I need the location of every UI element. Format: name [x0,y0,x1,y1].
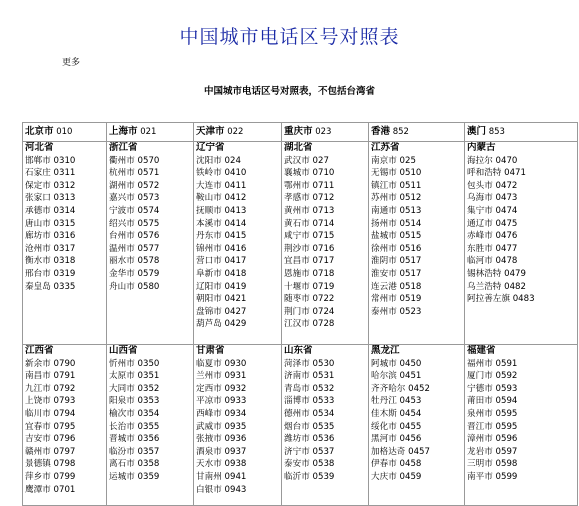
city-code-entry: 淄博市 0533 [284,396,335,407]
province-cell [107,142,194,345]
city-code-entry: 平凉市 0933 [196,396,247,407]
city-code-entry: 临汾市 0357 [109,446,160,457]
city-code-entry: 镇江市 0511 [371,180,422,191]
city-code-entry: 大庆市 0459 [371,471,422,482]
city-code-entry: 临夏市 0930 [196,358,247,369]
city-code-entry: 南昌市 0791 [25,371,76,382]
municipality-cell [282,123,369,142]
city-code-entry: 乌兰浩特 0482 [467,281,526,292]
city-code-entry: 西峰市 0934 [196,408,247,419]
city-code-entry: 邯郸市 0310 [25,155,76,166]
municipality-cell [107,123,194,142]
city-code-entry: 酒泉市 0937 [196,446,247,457]
city-code-entry: 乌海市 0473 [467,193,518,204]
city-code-entry: 龙岩市 0597 [467,446,518,457]
city-code-entry: 恩施市 0718 [284,268,335,279]
city-code-entry: 张家口 0313 [25,193,76,204]
city-code-entry: 白银市 0943 [196,484,247,495]
city-code-entry: 南通市 0513 [371,205,422,216]
city-code-entry: 定西市 0932 [196,383,247,394]
municipality-name: 北京市 [25,126,54,137]
province-cell [23,142,107,345]
province-name: 浙江省 [109,142,138,153]
city-code-entry: 菏泽市 0530 [284,358,335,369]
city-code-entry: 上饶市 0793 [25,396,76,407]
city-code-entry: 德州市 0534 [284,408,335,419]
city-code-entry: 丽水市 0578 [109,256,160,267]
city-code-entry: 无锡市 0510 [371,168,422,179]
city-code-entry: 景德镇 0798 [25,459,76,470]
city-code-entry: 漳州市 0596 [467,434,518,445]
municipality-cell [194,123,282,142]
city-code-entry: 保定市 0312 [25,180,76,191]
city-code-entry: 石家庄 0311 [25,168,76,179]
city-code-entry: 长治市 0355 [109,421,160,432]
province-name: 福建省 [467,345,496,356]
page-title: 中国城市电话区号对照表 [179,26,400,48]
city-code-entry: 襄城市 0710 [284,168,335,179]
city-code-entry: 连云港 0518 [371,281,422,292]
province-name: 河北省 [25,142,54,153]
municipality-code: 010 [56,127,73,137]
city-code-entry: 阿拉善左旗 0483 [467,294,535,305]
municipality-cell [23,123,107,142]
city-code-entry: 常州市 0519 [371,294,422,305]
city-code-entry: 晋江市 0595 [467,421,518,432]
city-code-entry: 营口市 0417 [196,256,247,267]
city-code-entry: 廊坊市 0316 [25,231,76,242]
municipality-code: 022 [227,127,244,137]
city-code-entry: 泰安市 0538 [284,459,335,470]
city-code-entry: 佳木斯 0454 [371,408,422,419]
city-code-entry: 大同市 0352 [109,383,160,394]
city-code-entry: 嘉兴市 0573 [109,193,160,204]
municipality-row [23,123,578,142]
city-code-entry: 江汉市 0728 [284,319,335,330]
city-code-entry: 黑河市 0456 [371,434,422,445]
city-code-entry: 集宁市 0474 [467,205,518,216]
city-code-entry: 三明市 0598 [467,459,518,470]
city-code-entry: 锦州市 0416 [196,243,247,254]
city-code-entry: 张掖市 0936 [196,434,247,445]
city-code-entry: 临河市 0478 [467,256,518,267]
municipality-cell [465,123,578,142]
city-code-entry: 泰州市 0523 [371,306,422,317]
city-code-entry: 淮安市 0517 [371,268,422,279]
province-row-2 [23,345,578,506]
city-code-entry: 牡丹江 0453 [371,396,422,407]
city-code-entry: 兰州市 0931 [196,371,247,382]
city-code-entry: 盘锦市 0427 [196,306,247,317]
city-code-entry: 甘南州 0941 [196,471,247,482]
province-name: 江苏省 [371,142,400,153]
city-code-entry: 潍坊市 0536 [284,434,335,445]
city-code-entry: 辽阳市 0419 [196,281,247,292]
city-code-entry: 锡林浩特 0479 [467,268,526,279]
city-code-entry: 铁岭市 0410 [196,168,247,179]
province-row-1 [23,142,578,345]
city-code-entry: 阿城市 0450 [371,358,422,369]
city-code-entry: 宁波市 0574 [109,205,160,216]
city-code-entry: 青岛市 0532 [284,383,335,394]
city-code-entry: 萍乡市 0799 [25,471,76,482]
city-code-entry: 莆田市 0594 [467,396,518,407]
city-code-entry: 伊春市 0458 [371,459,422,470]
city-code-entry: 南平市 0599 [467,471,518,482]
city-code-entry: 烟台市 0535 [284,421,335,432]
city-code-entry: 泉州市 0595 [467,408,518,419]
city-code-entry: 台州市 0576 [109,231,160,242]
municipality-code: 852 [392,127,409,137]
city-code-entry: 榆次市 0354 [109,408,160,419]
province-cell [107,345,194,506]
province-name: 山西省 [109,345,138,356]
province-name: 江西省 [25,345,54,356]
city-code-entry: 鄂州市 0711 [284,180,335,191]
city-code-entry: 舟山市 0580 [109,281,160,292]
city-code-entry: 济南市 0531 [284,371,335,382]
city-code-entry: 大连市 0411 [196,180,247,191]
city-code-entry: 丹东市 0415 [196,231,247,242]
city-code-entry: 朝阳市 0421 [196,294,247,305]
city-code-entry: 沈阳市 024 [196,155,241,166]
province-name: 山东省 [284,345,313,356]
city-code-entry: 呼和浩特 0471 [467,168,526,179]
city-code-entry: 本溪市 0414 [196,218,247,229]
city-code-entry: 荆沙市 0716 [284,243,335,254]
city-code-entry: 武威市 0935 [196,421,247,432]
province-name: 内蒙古 [467,142,496,153]
city-code-entry: 十堰市 0719 [284,281,335,292]
city-code-entry: 天水市 0938 [196,459,247,470]
city-code-entry: 宁德市 0593 [467,383,518,394]
city-code-entry: 哈尔滨 0451 [371,371,422,382]
city-code-entry: 新余市 0790 [25,358,76,369]
city-code-entry: 黄石市 0714 [284,218,335,229]
city-code-entry: 九江市 0792 [25,383,76,394]
city-code-entry: 唐山市 0315 [25,218,76,229]
province-cell [369,345,465,506]
province-cell [369,142,465,345]
province-cell [194,142,282,345]
province-name: 甘肃省 [196,345,225,356]
province-cell [465,345,578,506]
municipality-name: 上海市 [109,126,138,137]
municipality-name: 澳门 [467,126,487,137]
city-code-entry: 温州市 0577 [109,243,160,254]
city-code-entry: 沧州市 0317 [25,243,76,254]
city-code-entry: 厦门市 0592 [467,371,518,382]
municipality-code: 853 [488,127,505,137]
city-code-entry: 鞍山市 0412 [196,193,247,204]
city-code-entry: 葫芦岛 0429 [196,319,247,330]
city-code-entry: 杭州市 0571 [109,168,160,179]
city-code-entry: 衡水市 0318 [25,256,76,267]
city-code-entry: 临川市 0794 [25,408,76,419]
city-code-entry: 咸宁市 0715 [284,231,335,242]
city-code-entry: 黄州市 0713 [284,205,335,216]
province-cell [465,142,578,345]
city-code-entry: 阳泉市 0353 [109,396,160,407]
city-code-entry: 东胜市 0477 [467,243,518,254]
city-code-entry: 绍兴市 0575 [109,218,160,229]
municipality-name: 重庆市 [284,126,313,137]
city-code-entry: 秦皇岛 0335 [25,281,76,292]
municipality-code: 021 [140,127,157,137]
area-code-table [22,122,578,506]
city-code-entry: 武汉市 027 [284,155,329,166]
province-cell [282,142,369,345]
city-code-entry: 荆门市 0724 [284,306,335,317]
city-code-entry: 吉安市 0796 [25,434,76,445]
city-code-entry: 南京市 025 [371,155,416,166]
city-code-entry: 运城市 0359 [109,471,160,482]
city-code-entry: 晋城市 0356 [109,434,160,445]
province-cell [194,345,282,506]
city-code-entry: 齐齐哈尔 0452 [371,383,430,394]
city-code-entry: 苏州市 0512 [371,193,422,204]
municipality-name: 天津市 [196,126,225,137]
municipality-cell [369,123,465,142]
city-code-entry: 孝感市 0712 [284,193,335,204]
city-code-entry: 鹰潭市 0701 [25,484,76,495]
city-code-entry: 湖州市 0572 [109,180,160,191]
province-name: 辽宁省 [196,142,225,153]
city-code-entry: 抚顺市 0413 [196,205,247,216]
more-link[interactable]: 更多 [62,58,81,68]
city-code-entry: 阜新市 0418 [196,268,247,279]
city-code-entry: 加格达奇 0457 [371,446,430,457]
city-code-entry: 包头市 0472 [467,180,518,191]
city-code-entry: 赤峰市 0476 [467,231,518,242]
city-code-entry: 承德市 0314 [25,205,76,216]
province-name: 黑龙江 [371,345,400,356]
city-code-entry: 海拉尔 0470 [467,155,518,166]
province-name: 湖北省 [284,142,313,153]
province-cell [23,345,107,506]
city-code-entry: 扬州市 0514 [371,218,422,229]
city-code-entry: 徐州市 0516 [371,243,422,254]
page-subtitle: 中国城市电话区号对照表，不包括台湾省 [203,86,375,97]
city-code-entry: 济宁市 0537 [284,446,335,457]
city-code-entry: 福州市 0591 [467,358,518,369]
city-code-entry: 衢州市 0570 [109,155,160,166]
city-code-entry: 宜昌市 0717 [284,256,335,267]
city-code-entry: 金华市 0579 [109,268,160,279]
municipality-code: 023 [315,127,332,137]
city-code-entry: 太原市 0351 [109,371,160,382]
city-code-entry: 通辽市 0475 [467,218,518,229]
city-code-entry: 临沂市 0539 [284,471,335,482]
city-code-entry: 忻州市 0350 [109,358,160,369]
municipality-name: 香港 [371,126,391,137]
city-code-entry: 邢台市 0319 [25,268,76,279]
city-code-entry: 赣州市 0797 [25,446,76,457]
city-code-entry: 绥化市 0455 [371,421,422,432]
city-code-entry: 盐城市 0515 [371,231,422,242]
city-code-entry: 随枣市 0722 [284,294,335,305]
city-code-entry: 宜春市 0795 [25,421,76,432]
province-cell [282,345,369,506]
city-code-entry: 离石市 0358 [109,459,160,470]
city-code-entry: 淮阴市 0517 [371,256,422,267]
